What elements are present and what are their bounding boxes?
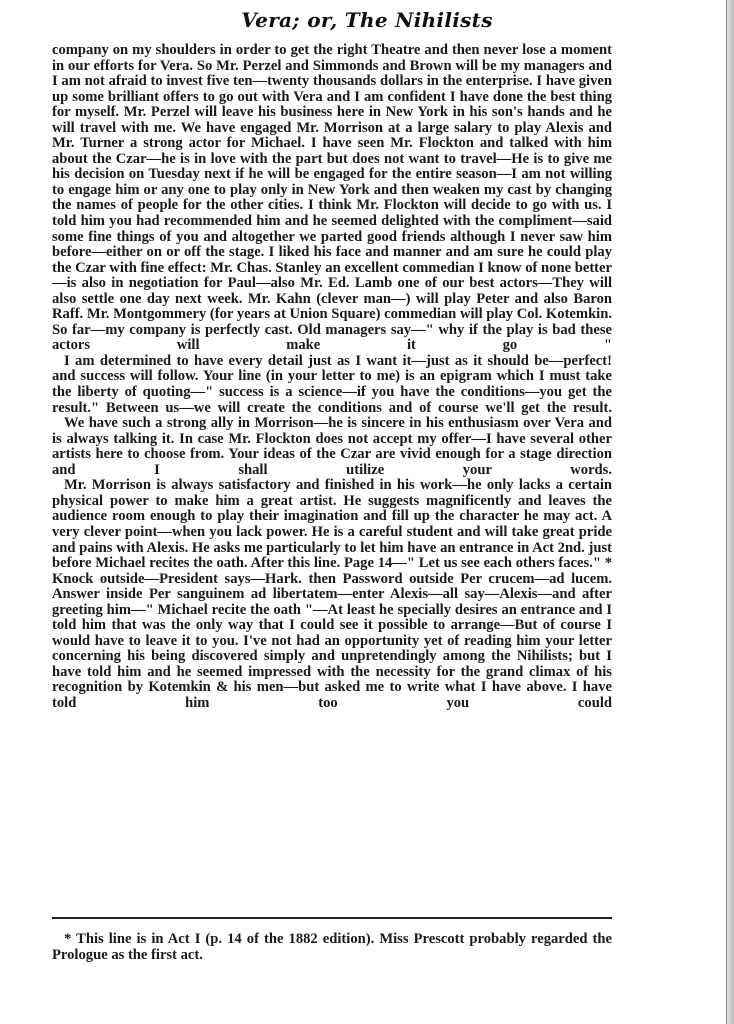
letter-body <box>52 43 612 712</box>
running-header: Vera; or, The Nihilists <box>241 8 493 32</box>
body-paragraph-4: Mr. Morrison is always satisfactory and finished in his work—he only lacks a certain physical power to make him a great artist. He suggests magnificently and leaves the audience room enough to play their imagination and fill up the character he may act. A very clever point—when you lack power. He is a careful student and will take great pride and pains with Alexis. He asks me particularly to let him have an entrance in Act 2nd. just before Michael recites the oath. After this line. Page 14—" Let us see each others faces." * Knock outside—President says—Hark. then Password outside Per crucem—ad lucem. Answer inside Per sanguinem ad libertatem—enter Alexis—all say—Alexis—and after greeting him—" Michael recite the oath "—At least he specially desires an entrance and I told him that was the only way that I could see it possible to arrange—But of course I would have to leave it to you. I've not had an opportunity yet of reading him your letter concerning his being discovered simply and unpretendingly among the Nihilists; but I have told him and he seemed impressed with the necessity for the grand climax of his recognition by Kotemkin & his men—but asked me to write what I have above. I have told him too you could <box>52 477 612 711</box>
body-paragraph-2: I am determined to have every detail just as I want it—just as it should be—perfect! and success will follow. Your line (in your letter to me) is an epigram which I must take the liberty of quoting—" success is a science—if you have the conditions—you get the result." Between us—we will create the conditions and of course we'll get the result. <box>52 352 612 416</box>
body-paragraph-1: company on my shoulders in order to get the right Theatre and then never lose a moment in our efforts for Vera. So Mr. Perzel and Simmonds and Brown will be my managers and I am not afraid to invest five ten—twenty thousands dollars in the enterprise. I have given up some brilliant offers to go out with Vera and I am confident I have done the best thing for myself. Mr. Perzel will leave his business here in New York in his son's hands and he will travel with me. We have engaged Mr. Morrison at a large salary to play Alexis and Mr. Turner a strong actor for Michael. I have seen Mr. Flockton and talked with him about the Czar—he is in love with the part but does not want to travel—He is to give me his decision on Tuesday next if he will be engaged for the entire season—I am not willing to engage him or any one to play only in New York and then weaken my cast by changing the names of people for the other cities. I think Mr. Flockton will decide to go with us. I told him you had recommended him and he seemed delighted with the compliment—said some fine things of you and altogether we parted good friends although I never saw him before—either on or off the stage. I liked his face and manner and am sure he could play the Czar with fine effect: Mr. Chas. Stanley an excellent commedian I know of none better—is also in negotiation for Paul—also Mr. Ed. Lamb one of our best actors—They will also settle one day next week. Mr. Kahn (clever man—) will play Peter and also Baron Raff. Mr. Montgommery (for years at Union Square) commedian will play Col. Kotemkin. So far—my company is perfectly cast. Old managers say—" why if the play is bad these actors will make it go " <box>52 42 612 354</box>
body-paragraph-3: We have such a strong ally in Morrison—he is sincere in his enthusiasm over Vera and is always talking it. In case Mr. Flockton does not accept my offer—I have several other artists here to choose from. Your ideas of the Czar are vivid enough for a stage direction and I shall utilize your words. <box>52 415 612 478</box>
footnote-rule <box>52 917 612 919</box>
footnote: * This line is in Act I (p. 14 of the 1882 edition). Miss Prescott probably regarded the Prologue as the first act. <box>52 931 612 963</box>
page-edge <box>726 0 734 1024</box>
